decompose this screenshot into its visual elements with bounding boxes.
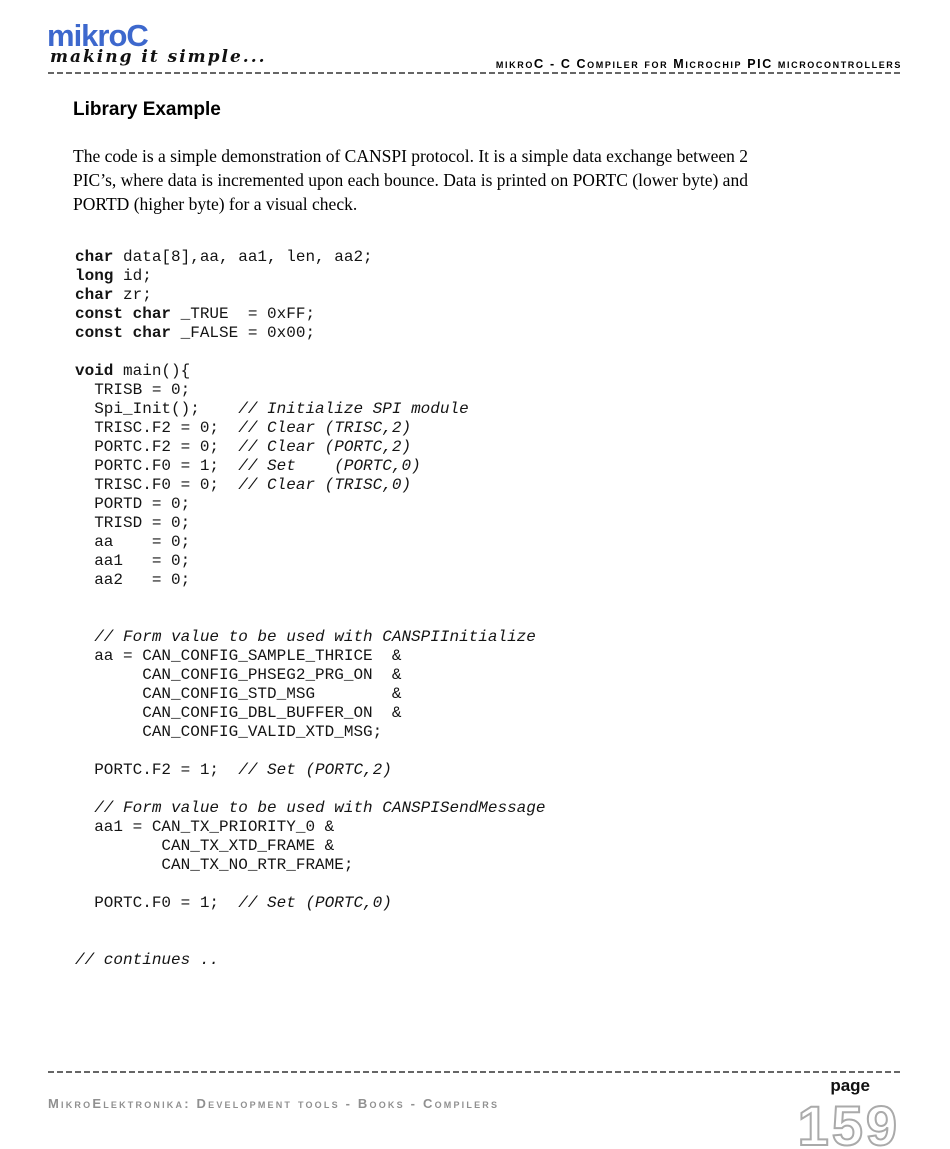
page-label: page xyxy=(830,1076,870,1095)
footer-divider xyxy=(48,1071,902,1073)
code-line xyxy=(75,875,545,894)
code-line: aa = CAN_CONFIG_SAMPLE_THRICE & xyxy=(75,647,402,665)
code-line: // continues .. xyxy=(75,951,220,969)
footer-brand-line: MikroElektronika: Development tools - Books - Compilers xyxy=(48,1096,500,1111)
code-line: PORTC.F2 = 0; // Clear (PORTC,2) xyxy=(75,438,412,456)
code-line xyxy=(75,932,545,951)
code-line: char zr; xyxy=(75,286,152,304)
header-product-brand: mikroC xyxy=(495,56,545,71)
code-line xyxy=(75,343,545,362)
code-line xyxy=(75,780,545,799)
code-line: aa1 = CAN_TX_PRIORITY_0 & xyxy=(75,818,335,836)
paragraph-line: PORTD (higher byte) for a visual check. xyxy=(73,194,358,214)
code-line: // Form value to be used with CANSPISendMessage xyxy=(94,799,546,817)
code-line: const char _FALSE = 0x00; xyxy=(75,324,316,342)
code-line: PORTD = 0; xyxy=(75,495,191,513)
logo-tagline: making it simple... xyxy=(50,47,267,67)
code-line: Spi_Init(); // Initialize SPI module xyxy=(75,400,469,418)
code-line: PORTC.F2 = 1; // Set (PORTC,2) xyxy=(75,761,392,779)
paragraph-line: The code is a simple demonstration of CANSPI protocol. It is a simple data exchange between 2 xyxy=(73,146,749,166)
code-line: CAN_TX_XTD_FRAME & xyxy=(75,837,335,855)
code-line xyxy=(75,590,545,609)
header-product-rest: - C Compiler for Microchip PIC microcontrollers xyxy=(544,57,902,71)
code-line: CAN_CONFIG_STD_MSG & xyxy=(75,685,402,703)
code-line: CAN_TX_NO_RTR_FRAME; xyxy=(75,856,354,874)
page-number: 159 xyxy=(797,1094,900,1149)
code-line: TRISC.F0 = 0; // Clear (TRISC,0) xyxy=(75,476,412,494)
code-line: TRISC.F2 = 0; // Clear (TRISC,2) xyxy=(75,419,412,437)
intro-paragraph xyxy=(73,144,748,216)
code-line: void main(){ xyxy=(75,362,191,380)
code-line: TRISB = 0; xyxy=(75,381,191,399)
code-line: CAN_CONFIG_DBL_BUFFER_ON & xyxy=(75,704,402,722)
header-product-title xyxy=(496,56,902,71)
paragraph-line: PIC’s, where data is incremented upon each bounce. Data is printed on PORTC (lower byte) and xyxy=(73,170,748,190)
code-line xyxy=(75,609,545,628)
section-title: Library Example xyxy=(73,99,221,120)
code-line xyxy=(75,742,545,761)
code-line: const char _TRUE = 0xFF; xyxy=(75,305,316,323)
code-line: CAN_CONFIG_PHSEG2_PRG_ON & xyxy=(75,666,402,684)
code-line: TRISD = 0; xyxy=(75,514,191,532)
code-line: CAN_CONFIG_VALID_XTD_MSG; xyxy=(75,723,383,741)
code-line: char data[8],aa, aa1, len, aa2; xyxy=(75,248,373,266)
code-line xyxy=(75,913,545,932)
code-line: PORTC.F0 = 1; // Set (PORTC,0) xyxy=(75,894,392,912)
code-line: aa1 = 0; xyxy=(75,552,191,570)
code-line: long id; xyxy=(75,267,152,285)
code-line: PORTC.F0 = 1; // Set (PORTC,0) xyxy=(75,457,421,475)
mikroc-logo: mikroC xyxy=(47,18,148,53)
code-line: // Form value to be used with CANSPIInitialize xyxy=(94,628,536,646)
code-block xyxy=(75,248,545,970)
header-divider xyxy=(48,72,902,74)
code-line: aa2 = 0; xyxy=(75,571,191,589)
code-line: aa = 0; xyxy=(75,533,191,551)
